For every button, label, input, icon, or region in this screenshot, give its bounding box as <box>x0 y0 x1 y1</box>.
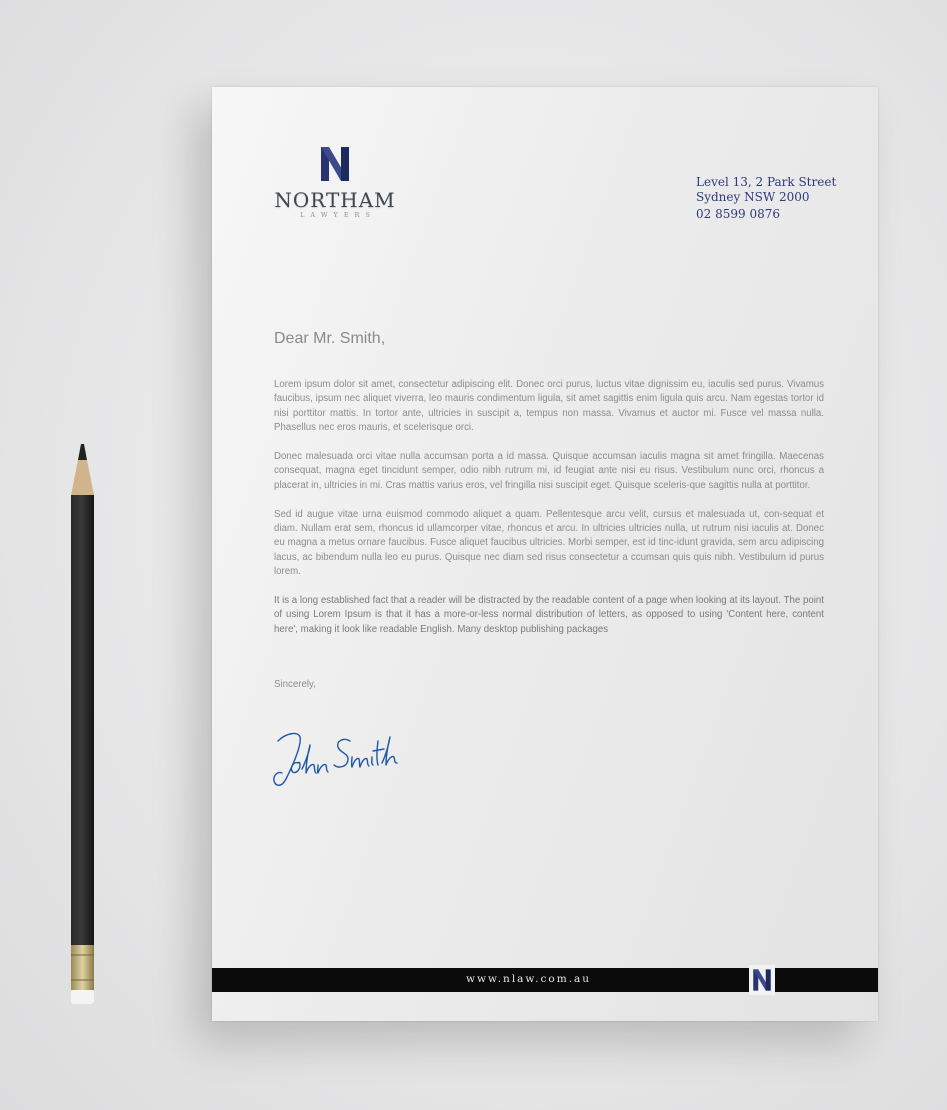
website-url: www.nlaw.com.au <box>466 973 592 985</box>
phone-number: 02 8599 0876 <box>696 207 780 221</box>
northam-logo <box>270 145 400 219</box>
greeting: Dear Mr. Smith, <box>274 330 386 347</box>
closing: Sincerely, <box>274 679 316 690</box>
body-paragraph: Donec malesuada orci vitae nulla accumsan porta a id massa. Quisque accumsan iaculis magna sit amet fringilla. Maecenas consequat, magna eget tincidunt semper, odio nibh rutrum mi, id feugiat ante nisi eu risus. Vestibulum nunc orci, rhoncus a placerat in, ultricies in mi. Cras mattis varius eros, vel fringilla nisi suscipit eget. Quisque sceleris-que sagittis nulla at porttitor. <box>274 451 824 491</box>
body-paragraph: Sed id augue vitae urna euismod commodo aliquet a quam. Pellentesque arcu velit, cursus et malesuada ut, con-sequat et diam. Nullam erat sem, rhoncus id ullamcorper vitae, rhoncus et arcu. In ultricies ultricies nulla, ut rutrum nisi iaculis at. Donec eu magna a metus ornare faucibus. Fusce aliquet faucibus ultricies. Morbi semper, est id tinc-idunt gravida, sem arcu adipiscing lacus, ac bibendum nulla leo eu purus. Quisque nec diam sed risus consectetur a ccumsan quis quis nibh. Vestibulum id purus lorem. <box>274 508 824 578</box>
address-line: Level 13, 2 Park Street <box>696 175 837 189</box>
n-logo-icon <box>752 968 772 992</box>
office-address <box>696 175 856 222</box>
logo-wordmark: NORTHAM <box>274 188 396 212</box>
body-paragraph: Lorem ipsum dolor sit amet, consectetur adipiscing elit. Donec orci purus, luctus vitae dignissim eu, iaculis sed purus. Vivamus faucibus, ipsum nec aliquet viverra, leo mauris condimentum ligula, sit amet sagittis enim ligula quis arcu. Nam egestas tortor id nisi porttitor mattis. In tortor ante, ultricies in suscipit a, tempus non massa. Vivamus et auctor mi. Fusce vel massa nulla. Phasellus nec eros mauris, et scelerisque orci. <box>274 379 824 434</box>
letter-body <box>274 378 824 652</box>
footer-logo <box>749 965 775 995</box>
body-paragraph: It is a long established fact that a reader will be distracted by the readable content of a page when looking at its layout. The point of using Lorem Ipsum is that it has a more-or-less normal distribution of letters, as opposed to using 'Content here, content here', making it look like readable English. Many desktop publishing packages <box>274 595 824 635</box>
n-logo-icon <box>319 145 351 183</box>
letter-page <box>212 87 878 1021</box>
logo-subtitle: LAWYERS <box>300 211 376 219</box>
address-line: Sydney NSW 2000 <box>696 190 810 204</box>
footer-bar <box>212 968 878 992</box>
pencil-prop <box>68 440 98 1014</box>
handwritten-signature <box>272 727 402 796</box>
